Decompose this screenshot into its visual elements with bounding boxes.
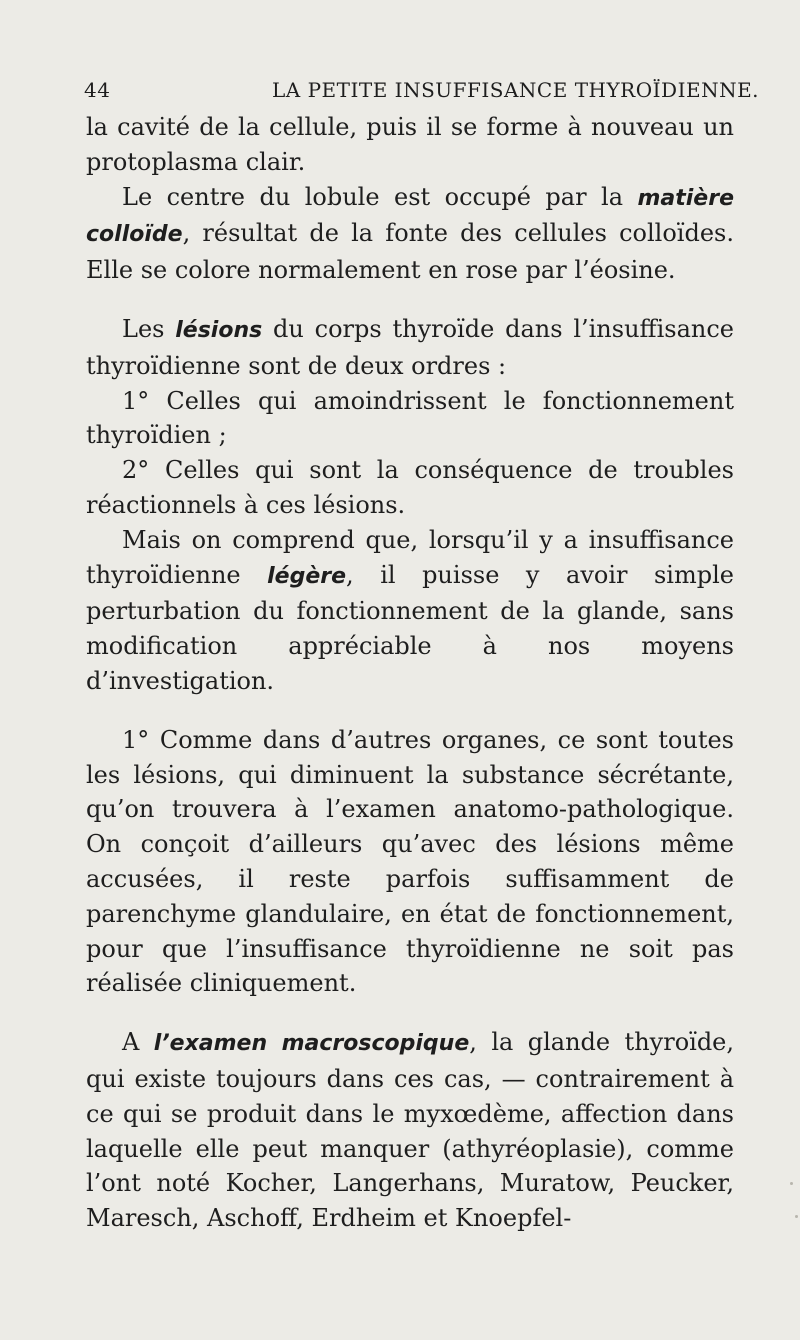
emphasis-term: légère [267,563,347,589]
running-head [84,78,760,104]
paper-speck [790,1182,793,1185]
paragraph-6: Mais on comprend que, lorsqu’il y a insuffisance thyroïdienne légère, il puisse y avoir simple perturbation du fonctionnement de la glande, sans modification appréciable à nos moyens d’investigation. [86,525,734,695]
paragraph-5: 2° Celles qui sont la conséquence de troubles réactionnels à ces lésions. [86,456,734,519]
page-number: 44 [84,78,111,102]
paper-speck [795,1215,798,1218]
paragraph-2: Le centre du lobule est occupé par la matière colloïde, résultat de la fonte des cellules colloïdes. Elle se colore normalement en rose par l’éosine. [86,182,734,285]
paragraph-3: Les lésions du corps thyroïde dans l’insuffisance thyroïdienne sont de deux ordres : [86,314,734,380]
emphasis-term: lésions [175,317,263,343]
paragraph-4: 1° Celles qui amoindrissent le fonctionnement thyroïdien ; [86,386,734,450]
emphasis-term: matière colloïde [86,185,734,248]
paragraph-7: 1° Comme dans d’autres organes, ce sont toutes les lésions, qui diminuent la substance sécrétante, qu’on trouvera à l’examen anatomo-pathologique. On conçoit d’ailleurs qu’avec des lésions même accusées, il reste parfois suffisamment de parenchyme glandulaire, en état de fonctionnement, pour que l’insuffisance thyroïdienne ne soit pas réalisée cliniquement. [86,725,734,998]
running-title: LA PETITE INSUFFISANCE THYROÏDIENNE. [272,78,760,102]
body-text [86,110,734,1236]
paragraph-1: la cavité de la cellule, puis il se forme à nouveau un protoplasma clair. [86,113,734,176]
paragraph-8: A l’examen macroscopique, la glande thyroïde, qui existe toujours dans ces cas, — contrairement à ce qui se produit dans le myxœdème, affection dans laquelle elle peut manquer (athyréoplasie), comme l’ont noté Kocher, Langerhans, Muratow, Peucker, Maresch, Aschoff, Erdheim et Knoepfel- [86,1028,735,1233]
emphasis-term: l’examen macroscopique [153,1031,470,1057]
